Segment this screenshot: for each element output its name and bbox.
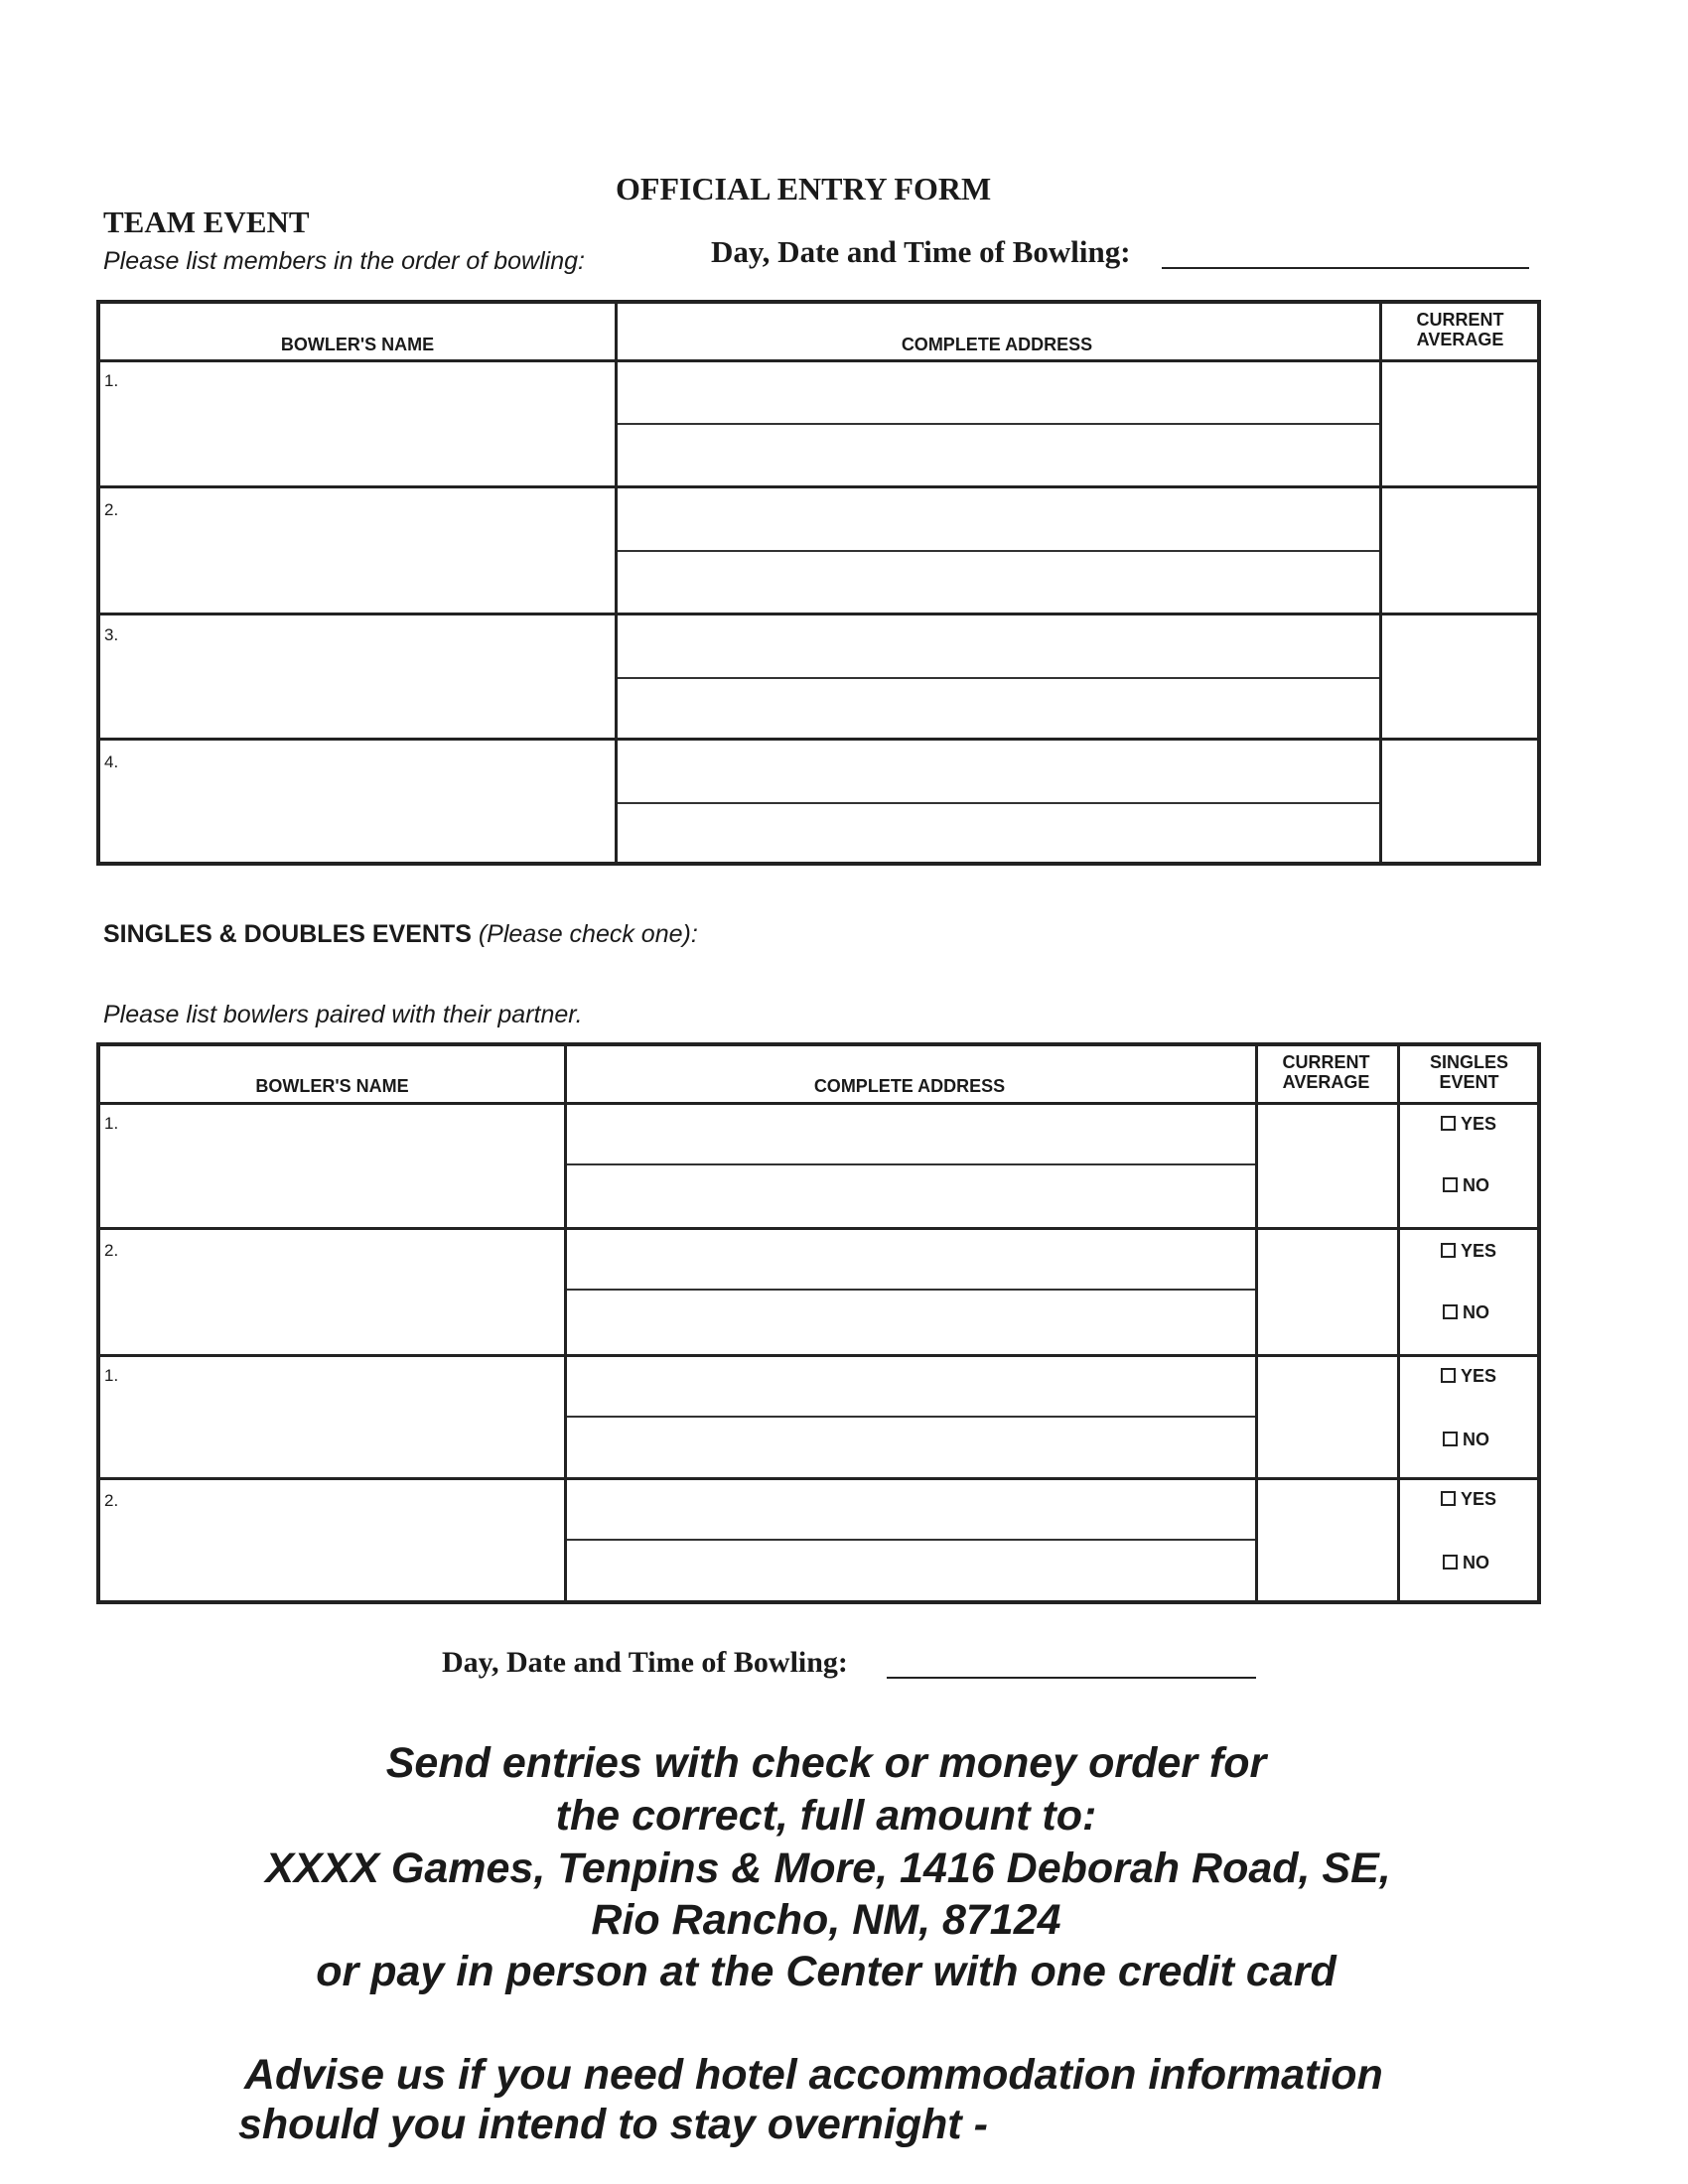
- singles-doubles-date-label: Day, Date and Time of Bowling:: [442, 1646, 848, 1679]
- footer-line-3: XXXX Games, Tenpins & More, 1416 Deborah Road, SE,: [265, 1844, 1391, 1892]
- singles-no-checkbox[interactable]: [1443, 1553, 1489, 1573]
- singles-yes-checkbox[interactable]: [1441, 1366, 1496, 1387]
- row-number: 3.: [104, 625, 119, 644]
- team-event-heading: TEAM EVENT: [103, 205, 310, 239]
- form-title: OFFICIAL ENTRY FORM: [616, 171, 992, 206]
- singles-yes-checkbox[interactable]: [1441, 1489, 1496, 1510]
- checkbox-icon: [1441, 1368, 1456, 1383]
- footer-line-7: should you intend to stay overnight -: [238, 2101, 988, 2148]
- footer-line-1: Send entries with check or money order for: [385, 1739, 1267, 1787]
- singles-doubles-heading-italic: (Please check one):: [478, 920, 698, 948]
- singles-doubles-instruction: Please list bowlers paired with their partner.: [103, 1001, 583, 1028]
- checkbox-icon: [1443, 1177, 1458, 1192]
- checkbox-label: YES: [1461, 1114, 1497, 1134]
- address-line[interactable]: [618, 677, 1379, 679]
- row-divider: [100, 485, 1537, 488]
- address-line[interactable]: [618, 550, 1379, 552]
- address-line[interactable]: [567, 1416, 1255, 1418]
- singles-yes-checkbox[interactable]: [1441, 1241, 1496, 1262]
- team-event-instruction: Please list members in the order of bowling:: [103, 247, 585, 275]
- singles-no-checkbox[interactable]: [1443, 1302, 1489, 1323]
- checkbox-label: YES: [1461, 1241, 1497, 1261]
- column-divider: [1397, 1046, 1400, 1600]
- column-header-line: CURRENT: [1416, 310, 1504, 330]
- checkbox-icon: [1443, 1555, 1458, 1570]
- column-header-bowlers-name: BOWLER'S NAME: [280, 335, 435, 354]
- checkbox-icon: [1443, 1304, 1458, 1319]
- row-number: 1.: [104, 1366, 119, 1385]
- column-header-line: AVERAGE: [1416, 330, 1504, 349]
- checkbox-icon: [1443, 1432, 1458, 1446]
- row-divider: [100, 613, 1537, 615]
- address-line[interactable]: [567, 1289, 1255, 1291]
- row-number: 1.: [104, 371, 119, 390]
- singles-no-checkbox[interactable]: [1443, 1175, 1489, 1196]
- team-date-field[interactable]: [1162, 267, 1529, 269]
- address-line[interactable]: [567, 1163, 1255, 1165]
- column-header-line: SINGLES: [1429, 1052, 1508, 1072]
- singles-yes-checkbox[interactable]: [1441, 1114, 1496, 1135]
- row-number: 2.: [104, 500, 119, 519]
- column-header-complete-address: COMPLETE ADDRESS: [813, 1076, 1006, 1096]
- column-divider: [564, 1046, 567, 1600]
- footer-line-4: Rio Rancho, NM, 87124: [591, 1896, 1061, 1944]
- column-header-line: CURRENT: [1282, 1052, 1370, 1072]
- column-divider: [615, 304, 618, 862]
- column-divider: [1379, 304, 1382, 862]
- singles-no-checkbox[interactable]: [1443, 1430, 1489, 1450]
- checkbox-label: YES: [1461, 1366, 1497, 1386]
- checkbox-icon: [1441, 1491, 1456, 1506]
- header-divider: [100, 1102, 1537, 1105]
- checkbox-icon: [1441, 1243, 1456, 1258]
- checkbox-label: YES: [1461, 1489, 1497, 1509]
- team-event-table: [96, 300, 1541, 866]
- row-divider: [100, 738, 1537, 741]
- row-number: 2.: [104, 1491, 119, 1510]
- row-divider: [100, 1477, 1537, 1480]
- footer-line-5: or pay in person at the Center with one credit card: [316, 1948, 1336, 1995]
- singles-doubles-date-field[interactable]: [887, 1677, 1256, 1679]
- address-line[interactable]: [618, 802, 1379, 804]
- singles-doubles-table: [96, 1042, 1541, 1604]
- column-header-bowlers-name: BOWLER'S NAME: [255, 1076, 409, 1096]
- column-header-line: EVENT: [1439, 1072, 1499, 1092]
- checkbox-label: NO: [1463, 1302, 1489, 1322]
- checkbox-icon: [1441, 1116, 1456, 1131]
- address-line[interactable]: [567, 1539, 1255, 1541]
- header-divider: [100, 359, 1537, 362]
- column-divider: [1255, 1046, 1258, 1600]
- row-number: 2.: [104, 1241, 119, 1260]
- column-header-current-average: [1379, 310, 1541, 349]
- column-header-line: AVERAGE: [1282, 1072, 1370, 1092]
- checkbox-label: NO: [1463, 1553, 1489, 1572]
- column-header-current-average: [1255, 1052, 1397, 1092]
- address-line[interactable]: [618, 423, 1379, 425]
- row-number: 4.: [104, 752, 119, 771]
- column-header-singles-event: [1397, 1052, 1541, 1092]
- column-header-complete-address: COMPLETE ADDRESS: [901, 335, 1093, 354]
- checkbox-label: NO: [1463, 1175, 1489, 1195]
- row-divider: [100, 1227, 1537, 1230]
- footer-line-6: Advise us if you need hotel accommodation information: [244, 2051, 1383, 2099]
- row-number: 1.: [104, 1114, 119, 1133]
- singles-doubles-heading: [103, 920, 698, 949]
- team-date-label: Day, Date and Time of Bowling:: [711, 234, 1131, 269]
- row-divider: [100, 1354, 1537, 1357]
- footer-line-2: the correct, full amount to:: [555, 1792, 1097, 1840]
- singles-doubles-heading-bold: SINGLES & DOUBLES EVENTS: [103, 920, 472, 948]
- checkbox-label: NO: [1463, 1430, 1489, 1449]
